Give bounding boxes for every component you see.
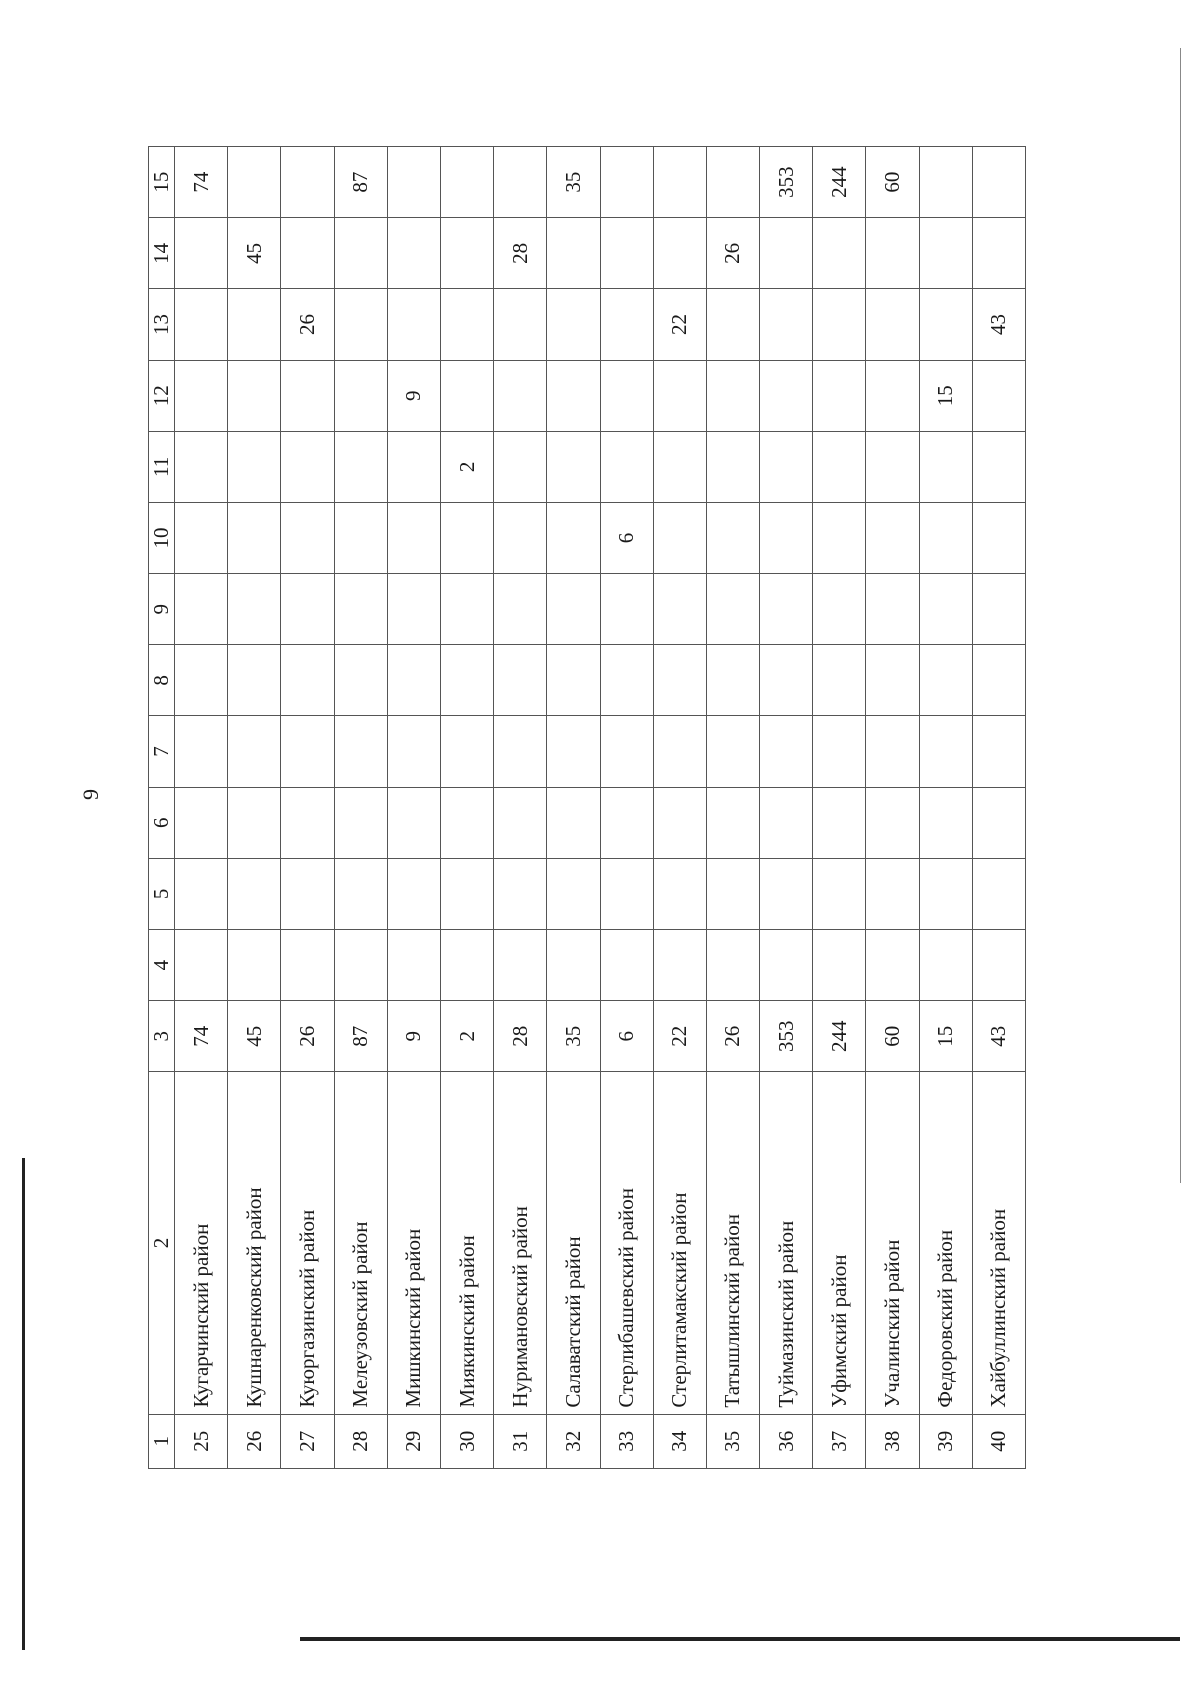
value-cell [706, 929, 759, 1000]
value-cell [760, 787, 813, 858]
value-cell: 35 [547, 147, 600, 218]
table-row [866, 147, 919, 1469]
value-cell [653, 502, 706, 573]
table-row [653, 147, 706, 1469]
value-cell [653, 858, 706, 929]
district-name-cell: Миякинский район [440, 1072, 493, 1414]
district-name-cell: Уфимский район [813, 1072, 866, 1414]
value-cell [175, 858, 228, 929]
value-cell [600, 289, 653, 360]
value-cell [813, 218, 866, 289]
value-cell [600, 929, 653, 1000]
value-cell [494, 289, 547, 360]
value-cell [547, 787, 600, 858]
value-cell [440, 360, 493, 431]
value-cell [760, 645, 813, 716]
column-header-2: 2 [149, 1072, 175, 1414]
value-cell: 353 [760, 1001, 813, 1072]
value-cell [706, 431, 759, 502]
value-cell [334, 716, 387, 787]
value-cell [494, 431, 547, 502]
value-cell [706, 502, 759, 573]
value-cell [919, 858, 972, 929]
value-cell: 74 [175, 147, 228, 218]
row-number-cell: 39 [919, 1414, 972, 1468]
value-cell [387, 147, 440, 218]
value-cell [760, 929, 813, 1000]
row-number-cell: 37 [813, 1414, 866, 1468]
value-cell [600, 147, 653, 218]
value-cell: 22 [653, 1001, 706, 1072]
value-cell [494, 574, 547, 645]
page-number: 9 [78, 789, 103, 800]
value-cell: 60 [866, 147, 919, 218]
value-cell [919, 289, 972, 360]
value-cell [387, 787, 440, 858]
value-cell [494, 858, 547, 929]
value-cell [387, 431, 440, 502]
value-cell [334, 218, 387, 289]
value-cell [175, 645, 228, 716]
table-row [228, 147, 281, 1469]
value-cell [387, 716, 440, 787]
value-cell [387, 289, 440, 360]
value-cell [334, 360, 387, 431]
column-header-10: 10 [149, 502, 175, 573]
value-cell [813, 858, 866, 929]
value-cell [813, 502, 866, 573]
value-cell [440, 858, 493, 929]
row-number-cell: 28 [334, 1414, 387, 1468]
column-header-13: 13 [149, 289, 175, 360]
district-name-cell: Федоровский район [919, 1072, 972, 1414]
value-cell [919, 645, 972, 716]
value-cell: 60 [866, 1001, 919, 1072]
row-number-cell: 25 [175, 1414, 228, 1468]
value-cell [175, 431, 228, 502]
column-header-8: 8 [149, 645, 175, 716]
row-number-cell: 30 [440, 1414, 493, 1468]
value-cell [387, 218, 440, 289]
value-cell [547, 574, 600, 645]
column-header-3: 3 [149, 1001, 175, 1072]
value-cell [440, 147, 493, 218]
value-cell [228, 289, 281, 360]
value-cell [813, 787, 866, 858]
value-cell [547, 289, 600, 360]
value-cell [387, 645, 440, 716]
district-name-cell: Хайбуллинский район [972, 1072, 1025, 1414]
scan-edge-bottom [300, 1637, 1180, 1641]
value-cell [600, 360, 653, 431]
district-name-cell: Мелеузовский район [334, 1072, 387, 1414]
value-cell [813, 289, 866, 360]
row-number-cell: 27 [281, 1414, 334, 1468]
value-cell: 244 [813, 147, 866, 218]
value-cell [281, 574, 334, 645]
value-cell [334, 289, 387, 360]
value-cell: 35 [547, 1001, 600, 1072]
value-cell: 353 [760, 147, 813, 218]
value-cell [175, 360, 228, 431]
value-cell: 26 [281, 1001, 334, 1072]
row-number-cell: 31 [494, 1414, 547, 1468]
value-cell [972, 929, 1025, 1000]
value-cell [175, 574, 228, 645]
value-cell: 2 [440, 431, 493, 502]
row-number-cell: 32 [547, 1414, 600, 1468]
value-cell [919, 502, 972, 573]
value-cell [972, 502, 1025, 573]
value-cell: 45 [228, 1001, 281, 1072]
value-cell [760, 218, 813, 289]
value-cell [440, 574, 493, 645]
value-cell [281, 502, 334, 573]
value-cell [494, 147, 547, 218]
value-cell [972, 147, 1025, 218]
value-cell [175, 716, 228, 787]
value-cell [440, 787, 493, 858]
value-cell [334, 502, 387, 573]
column-header-6: 6 [149, 787, 175, 858]
value-cell: 22 [653, 289, 706, 360]
value-cell [919, 218, 972, 289]
value-cell [760, 858, 813, 929]
table-row [972, 147, 1025, 1469]
value-cell [494, 502, 547, 573]
value-cell [706, 787, 759, 858]
value-cell [972, 574, 1025, 645]
value-cell [281, 147, 334, 218]
value-cell [387, 502, 440, 573]
value-cell [706, 716, 759, 787]
value-cell [334, 645, 387, 716]
value-cell [972, 858, 1025, 929]
value-cell [760, 574, 813, 645]
value-cell [866, 858, 919, 929]
value-cell [653, 716, 706, 787]
row-number-cell: 38 [866, 1414, 919, 1468]
table-row [813, 147, 866, 1469]
value-cell [175, 787, 228, 858]
value-cell [866, 716, 919, 787]
value-cell [760, 716, 813, 787]
district-name-cell: Кушнаренковский район [228, 1072, 281, 1414]
value-cell [706, 147, 759, 218]
value-cell [547, 218, 600, 289]
value-cell [334, 431, 387, 502]
value-cell [281, 218, 334, 289]
value-cell [334, 858, 387, 929]
district-name-cell: Стерлитамакский район [653, 1072, 706, 1414]
value-cell [494, 716, 547, 787]
value-cell [866, 574, 919, 645]
value-cell [866, 289, 919, 360]
table-row [175, 147, 228, 1469]
value-cell [175, 929, 228, 1000]
value-cell [813, 360, 866, 431]
table-row [281, 147, 334, 1469]
table-row [547, 147, 600, 1469]
value-cell [228, 929, 281, 1000]
row-number-cell: 35 [706, 1414, 759, 1468]
value-cell [387, 929, 440, 1000]
value-cell [281, 929, 334, 1000]
value-cell [440, 929, 493, 1000]
value-cell [334, 574, 387, 645]
value-cell [706, 645, 759, 716]
value-cell: 15 [919, 1001, 972, 1072]
value-cell [494, 360, 547, 431]
value-cell [600, 431, 653, 502]
value-cell [175, 218, 228, 289]
value-cell [760, 360, 813, 431]
district-name-cell: Татышлинский район [706, 1072, 759, 1414]
value-cell: 9 [387, 1001, 440, 1072]
district-name-cell: Стерлибашевский район [600, 1072, 653, 1414]
value-cell [228, 858, 281, 929]
value-cell [600, 858, 653, 929]
value-cell: 26 [281, 289, 334, 360]
value-cell [653, 147, 706, 218]
value-cell [919, 716, 972, 787]
value-cell: 87 [334, 147, 387, 218]
column-header-4: 4 [149, 929, 175, 1000]
value-cell [494, 787, 547, 858]
value-cell [600, 716, 653, 787]
value-cell [653, 645, 706, 716]
value-cell [440, 289, 493, 360]
value-cell [866, 360, 919, 431]
value-cell [228, 147, 281, 218]
value-cell [972, 716, 1025, 787]
district-name-cell: Кугарчинский район [175, 1072, 228, 1414]
value-cell [228, 574, 281, 645]
value-cell [440, 218, 493, 289]
value-cell [440, 502, 493, 573]
value-cell [334, 787, 387, 858]
value-cell [653, 929, 706, 1000]
value-cell [653, 360, 706, 431]
table-body [175, 147, 1026, 1469]
district-name-cell: Салаватский район [547, 1072, 600, 1414]
table-header-row [149, 147, 175, 1469]
value-cell [600, 218, 653, 289]
value-cell: 244 [813, 1001, 866, 1072]
value-cell [706, 858, 759, 929]
value-cell [334, 929, 387, 1000]
value-cell [760, 431, 813, 502]
value-cell [972, 431, 1025, 502]
value-cell [281, 787, 334, 858]
column-header-12: 12 [149, 360, 175, 431]
row-number-cell: 36 [760, 1414, 813, 1468]
rotated-table-container [148, 146, 1026, 1469]
value-cell [866, 218, 919, 289]
value-cell [387, 858, 440, 929]
value-cell: 26 [706, 1001, 759, 1072]
value-cell [281, 360, 334, 431]
value-cell [228, 716, 281, 787]
value-cell [919, 147, 972, 218]
value-cell: 43 [972, 1001, 1025, 1072]
value-cell [228, 502, 281, 573]
value-cell [653, 218, 706, 289]
table-row [494, 147, 547, 1469]
value-cell [760, 502, 813, 573]
value-cell [813, 929, 866, 1000]
value-cell [813, 574, 866, 645]
column-header-7: 7 [149, 716, 175, 787]
value-cell [547, 716, 600, 787]
row-number-cell: 26 [228, 1414, 281, 1468]
value-cell [281, 716, 334, 787]
value-cell: 2 [440, 1001, 493, 1072]
scan-edge-right [1180, 48, 1181, 1183]
value-cell [600, 574, 653, 645]
value-cell [600, 645, 653, 716]
value-cell [706, 360, 759, 431]
district-name-cell: Нуримановский район [494, 1072, 547, 1414]
value-cell: 87 [334, 1001, 387, 1072]
value-cell: 6 [600, 502, 653, 573]
value-cell [547, 502, 600, 573]
value-cell [866, 645, 919, 716]
column-header-9: 9 [149, 574, 175, 645]
table-row [387, 147, 440, 1469]
table-row [760, 147, 813, 1469]
value-cell [440, 645, 493, 716]
value-cell: 28 [494, 218, 547, 289]
table-row [706, 147, 759, 1469]
value-cell [706, 289, 759, 360]
value-cell [547, 929, 600, 1000]
value-cell [547, 360, 600, 431]
value-cell [547, 858, 600, 929]
value-cell [972, 645, 1025, 716]
district-name-cell: Учалинский район [866, 1072, 919, 1414]
value-cell [547, 431, 600, 502]
value-cell [547, 645, 600, 716]
value-cell [228, 645, 281, 716]
value-cell [440, 716, 493, 787]
value-cell [228, 787, 281, 858]
value-cell: 15 [919, 360, 972, 431]
value-cell: 9 [387, 360, 440, 431]
value-cell [866, 502, 919, 573]
value-cell [919, 574, 972, 645]
value-cell [281, 645, 334, 716]
district-name-cell: Туймазинский район [760, 1072, 813, 1414]
value-cell [228, 360, 281, 431]
row-number-cell: 34 [653, 1414, 706, 1468]
table-row [440, 147, 493, 1469]
district-name-cell: Куюргазинский район [281, 1072, 334, 1414]
value-cell [387, 574, 440, 645]
row-number-cell: 40 [972, 1414, 1025, 1468]
value-cell [866, 929, 919, 1000]
value-cell [494, 645, 547, 716]
column-header-1: 1 [149, 1414, 175, 1468]
value-cell [653, 431, 706, 502]
value-cell [919, 787, 972, 858]
value-cell: 74 [175, 1001, 228, 1072]
district-name-cell: Мишкинский район [387, 1072, 440, 1414]
value-cell [653, 574, 706, 645]
value-cell: 43 [972, 289, 1025, 360]
value-cell [653, 787, 706, 858]
value-cell [972, 218, 1025, 289]
value-cell [228, 431, 281, 502]
value-cell [813, 716, 866, 787]
value-cell: 26 [706, 218, 759, 289]
scan-edge-left [22, 1158, 25, 1650]
value-cell [760, 289, 813, 360]
value-cell [866, 787, 919, 858]
row-number-cell: 33 [600, 1414, 653, 1468]
column-header-15: 15 [149, 147, 175, 218]
value-cell [706, 574, 759, 645]
value-cell [813, 645, 866, 716]
value-cell [866, 431, 919, 502]
column-header-14: 14 [149, 218, 175, 289]
value-cell [281, 858, 334, 929]
value-cell [919, 431, 972, 502]
data-table [148, 146, 1026, 1469]
table-row [600, 147, 653, 1469]
value-cell [175, 289, 228, 360]
value-cell [972, 360, 1025, 431]
column-header-5: 5 [149, 858, 175, 929]
value-cell: 6 [600, 1001, 653, 1072]
table-row [334, 147, 387, 1469]
value-cell [175, 502, 228, 573]
value-cell [281, 431, 334, 502]
column-header-11: 11 [149, 431, 175, 502]
value-cell [972, 787, 1025, 858]
value-cell [919, 929, 972, 1000]
table-row [919, 147, 972, 1469]
value-cell: 45 [228, 218, 281, 289]
value-cell [600, 787, 653, 858]
row-number-cell: 29 [387, 1414, 440, 1468]
value-cell [813, 431, 866, 502]
value-cell [494, 929, 547, 1000]
value-cell: 28 [494, 1001, 547, 1072]
